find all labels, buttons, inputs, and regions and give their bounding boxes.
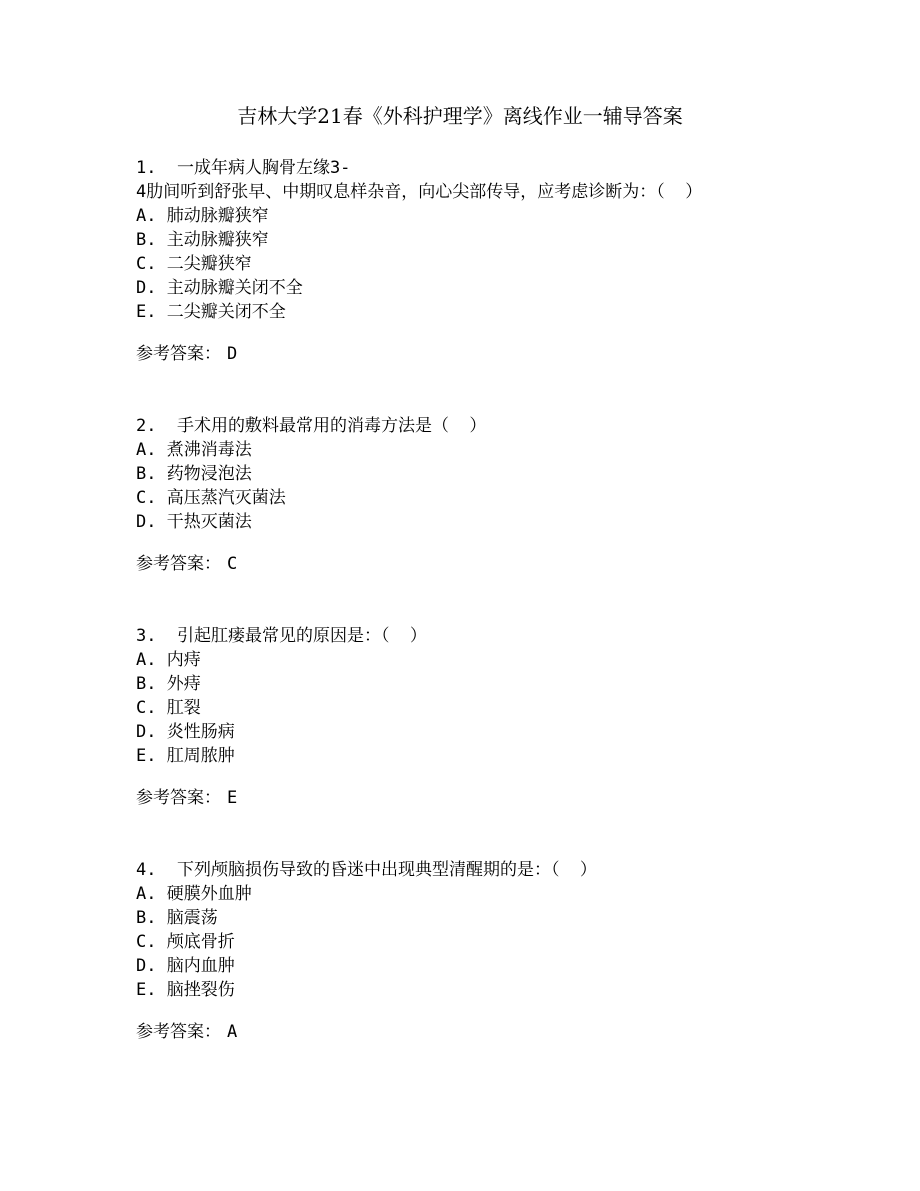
question-2-answer-line [136,552,836,576]
question-2-answer-value: C [227,554,238,574]
question-1-option-d: D. 主动脉瓣关闭不全 [136,278,303,298]
question-3-stem-line-1: 3. 引起肛瘘最常见的原因是：（ ） [136,626,427,646]
question-4-answer-line [136,1020,836,1044]
question-3-answer-value: E [227,788,238,808]
question-4 [136,858,836,1044]
answer-label: 参考答案： [136,344,221,364]
question-1-answer-line [136,342,836,366]
question-3-answer-line [136,786,836,810]
answer-label: 参考答案： [136,1022,221,1042]
question-2-stem-line-1: 2. 手术用的敷料最常用的消毒方法是（ ） [136,416,487,436]
question-1-option-e: E. 二尖瓣关闭不全 [136,302,286,322]
document-title: 吉林大学21春《外科护理学》离线作业一辅导答案 [237,104,683,128]
question-2 [136,414,836,576]
answer-label: 参考答案： [136,554,221,574]
question-4-option-d: D. 脑内血肿 [136,956,235,976]
question-list [136,156,836,1044]
question-3-option-c: C. 肛裂 [136,698,201,718]
question-3-option-d: D. 炎性肠病 [136,722,235,742]
question-2-option-d: D. 干热灭菌法 [136,512,252,532]
question-4-option-c: C. 颅底骨折 [136,932,235,952]
question-4-option-a: A. 硬膜外血肿 [136,884,252,904]
question-2-option-b: B. 药物浸泡法 [136,464,252,484]
question-1-answer-value: D [227,344,238,364]
question-4-stem-line-1: 4. 下列颅脑损伤导致的昏迷中出现典型清醒期的是：（ ） [136,860,597,880]
question-4-option-b: B. 脑震荡 [136,908,218,928]
question-2-option-a: A. 煮沸消毒法 [136,440,252,460]
answer-label: 参考答案： [136,788,221,808]
question-4-option-e: E. 脑挫裂伤 [136,980,235,1000]
question-2-option-c: C. 高压蒸汽灭菌法 [136,488,286,508]
question-1-option-c: C. 二尖瓣狭窄 [136,254,252,274]
question-1-option-b: B. 主动脉瓣狭窄 [136,230,269,250]
question-4-answer-value: A [227,1022,238,1042]
question-3 [136,624,836,810]
question-3-option-e: E. 肛周脓肿 [136,746,235,766]
question-3-option-b: B. 外痔 [136,674,201,694]
question-1-stem-line-1: 1. 一成年病人胸骨左缘3- [136,158,351,178]
question-1 [136,156,836,366]
question-1-stem-line-2: 4肋间听到舒张早、中期叹息样杂音，向心尖部传导，应考虑诊断为：（ ） [136,182,703,202]
question-1-option-a: A. 肺动脉瓣狭窄 [136,206,269,226]
question-3-option-a: A. 内痔 [136,650,201,670]
